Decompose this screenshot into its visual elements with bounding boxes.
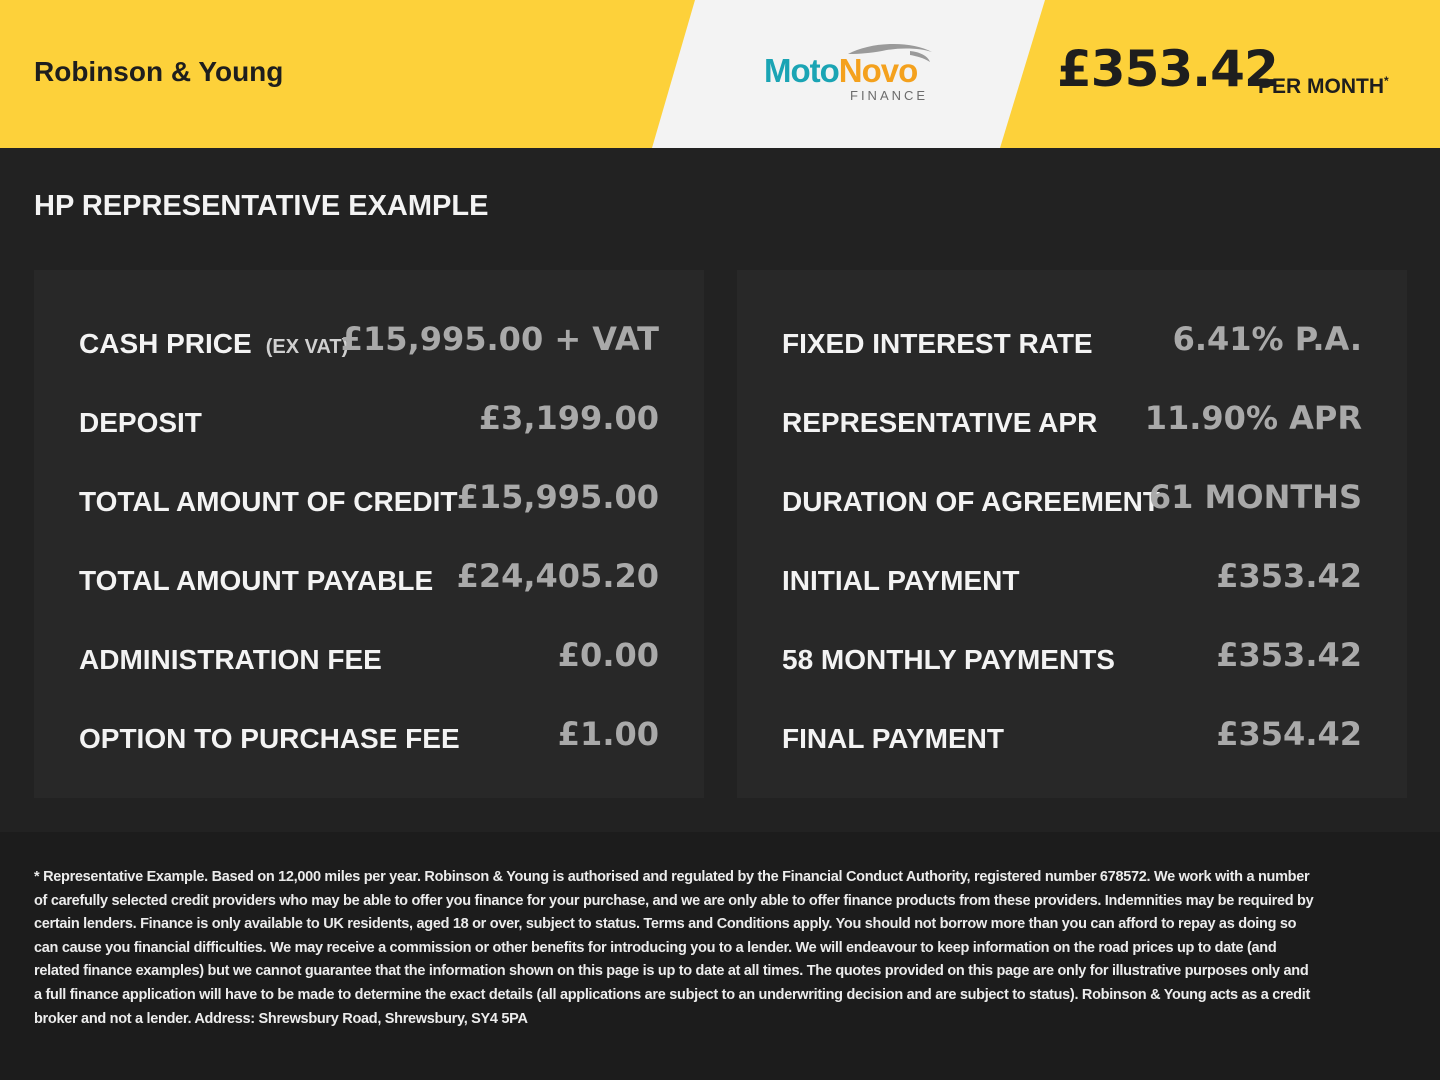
row-deposit (79, 397, 659, 447)
monthly-price-unit (1258, 74, 1389, 99)
row-initial-payment (782, 555, 1362, 605)
row-label: REPRESENTATIVE APR (782, 407, 1098, 438)
row-value: £15,995.00 + VAT (340, 320, 659, 358)
row-label: TOTAL AMOUNT OF CREDIT (79, 486, 458, 517)
row-total-credit (79, 476, 659, 526)
svg-text:MotoNovo (764, 52, 917, 89)
row-value: £24,405.20 (456, 557, 659, 595)
row-label-sub: (EX VAT) (265, 336, 349, 358)
row-duration (782, 476, 1362, 526)
row-value: £3,199.00 (478, 399, 659, 437)
row-label: DURATION OF AGREEMENT (782, 486, 1160, 517)
motonovo-finance-logo (760, 40, 940, 110)
row-value: £1.00 (557, 715, 659, 753)
row-value: 6.41% P.A. (1172, 320, 1362, 358)
row-label: FINAL PAYMENT (782, 723, 1004, 754)
row-value: £15,995.00 (456, 478, 659, 516)
row-label: ADMINISTRATION FEE (79, 644, 382, 675)
row-purchase-fee (79, 713, 659, 763)
row-label (79, 328, 348, 360)
row-value: £353.42 (1216, 636, 1362, 674)
footnote-marker: * (1384, 74, 1389, 88)
logo-text-part2: Novo (838, 52, 918, 89)
row-admin-fee (79, 634, 659, 684)
row-value: £354.42 (1216, 715, 1362, 753)
row-label: FIXED INTEREST RATE (782, 328, 1093, 359)
monthly-price: £353.42 (1057, 40, 1278, 98)
row-label: INITIAL PAYMENT (782, 565, 1020, 596)
row-label: DEPOSIT (79, 407, 202, 438)
row-total-payable (79, 555, 659, 605)
monthly-unit-text: PER MONTH (1258, 75, 1384, 98)
dealer-name: Robinson & Young (34, 56, 284, 87)
row-label: TOTAL AMOUNT PAYABLE (79, 565, 434, 596)
finance-panel-right (737, 270, 1407, 798)
row-final-payment (782, 713, 1362, 763)
row-value: £0.00 (557, 636, 659, 674)
logo-text-part1: Moto (764, 52, 839, 89)
row-interest-rate (782, 318, 1362, 368)
logo-subtitle: FINANCE (850, 88, 929, 103)
row-value: 11.90% APR (1144, 399, 1362, 437)
row-monthly-payments (782, 634, 1362, 684)
row-apr (782, 397, 1362, 447)
row-label: OPTION TO PURCHASE FEE (79, 723, 460, 754)
row-value: £353.42 (1216, 557, 1362, 595)
row-label-text: CASH PRICE (79, 328, 252, 359)
row-value: 61 MONTHS (1148, 478, 1362, 516)
row-cash-price (79, 318, 659, 368)
row-label: 58 MONTHLY PAYMENTS (782, 644, 1115, 675)
header-banner (0, 0, 1440, 148)
disclaimer-text: * Representative Example. Based on 12,000 miles per year. Robinson & Young is authorised and regulated by the Financial Conduct Authority, registered number 678572. We work with a number of carefully selected credit providers who may be able to offer you finance for your purchase, and we are only able to offer finance products from these providers. Indemnities may be required by certain lenders. Finance is only available to UK residents, aged 18 or over, subject to status. Terms and Conditions apply. You should not borrow more than you can afford to repay as doing so can cause you financial difficulties. We may receive a commission or other benefits for introducing you to a lender. We will endeavour to keep information on the road prices up to date (and related finance examples) but we cannot guarantee that the information shown on this page is up to date at all times. The quotes provided on this page are only for illustrative purposes only and a full finance application will have to be made to determine the exact details (all applications are subject to an underwriting decision and are subject to status). Robinson & Young acts as a credit broker and not a lender. Address: Shrewsbury Road, Shrewsbury, SY4 5PA (34, 869, 1314, 1027)
section-title: HP REPRESENTATIVE EXAMPLE (34, 190, 489, 222)
finance-panel-left (34, 270, 704, 798)
